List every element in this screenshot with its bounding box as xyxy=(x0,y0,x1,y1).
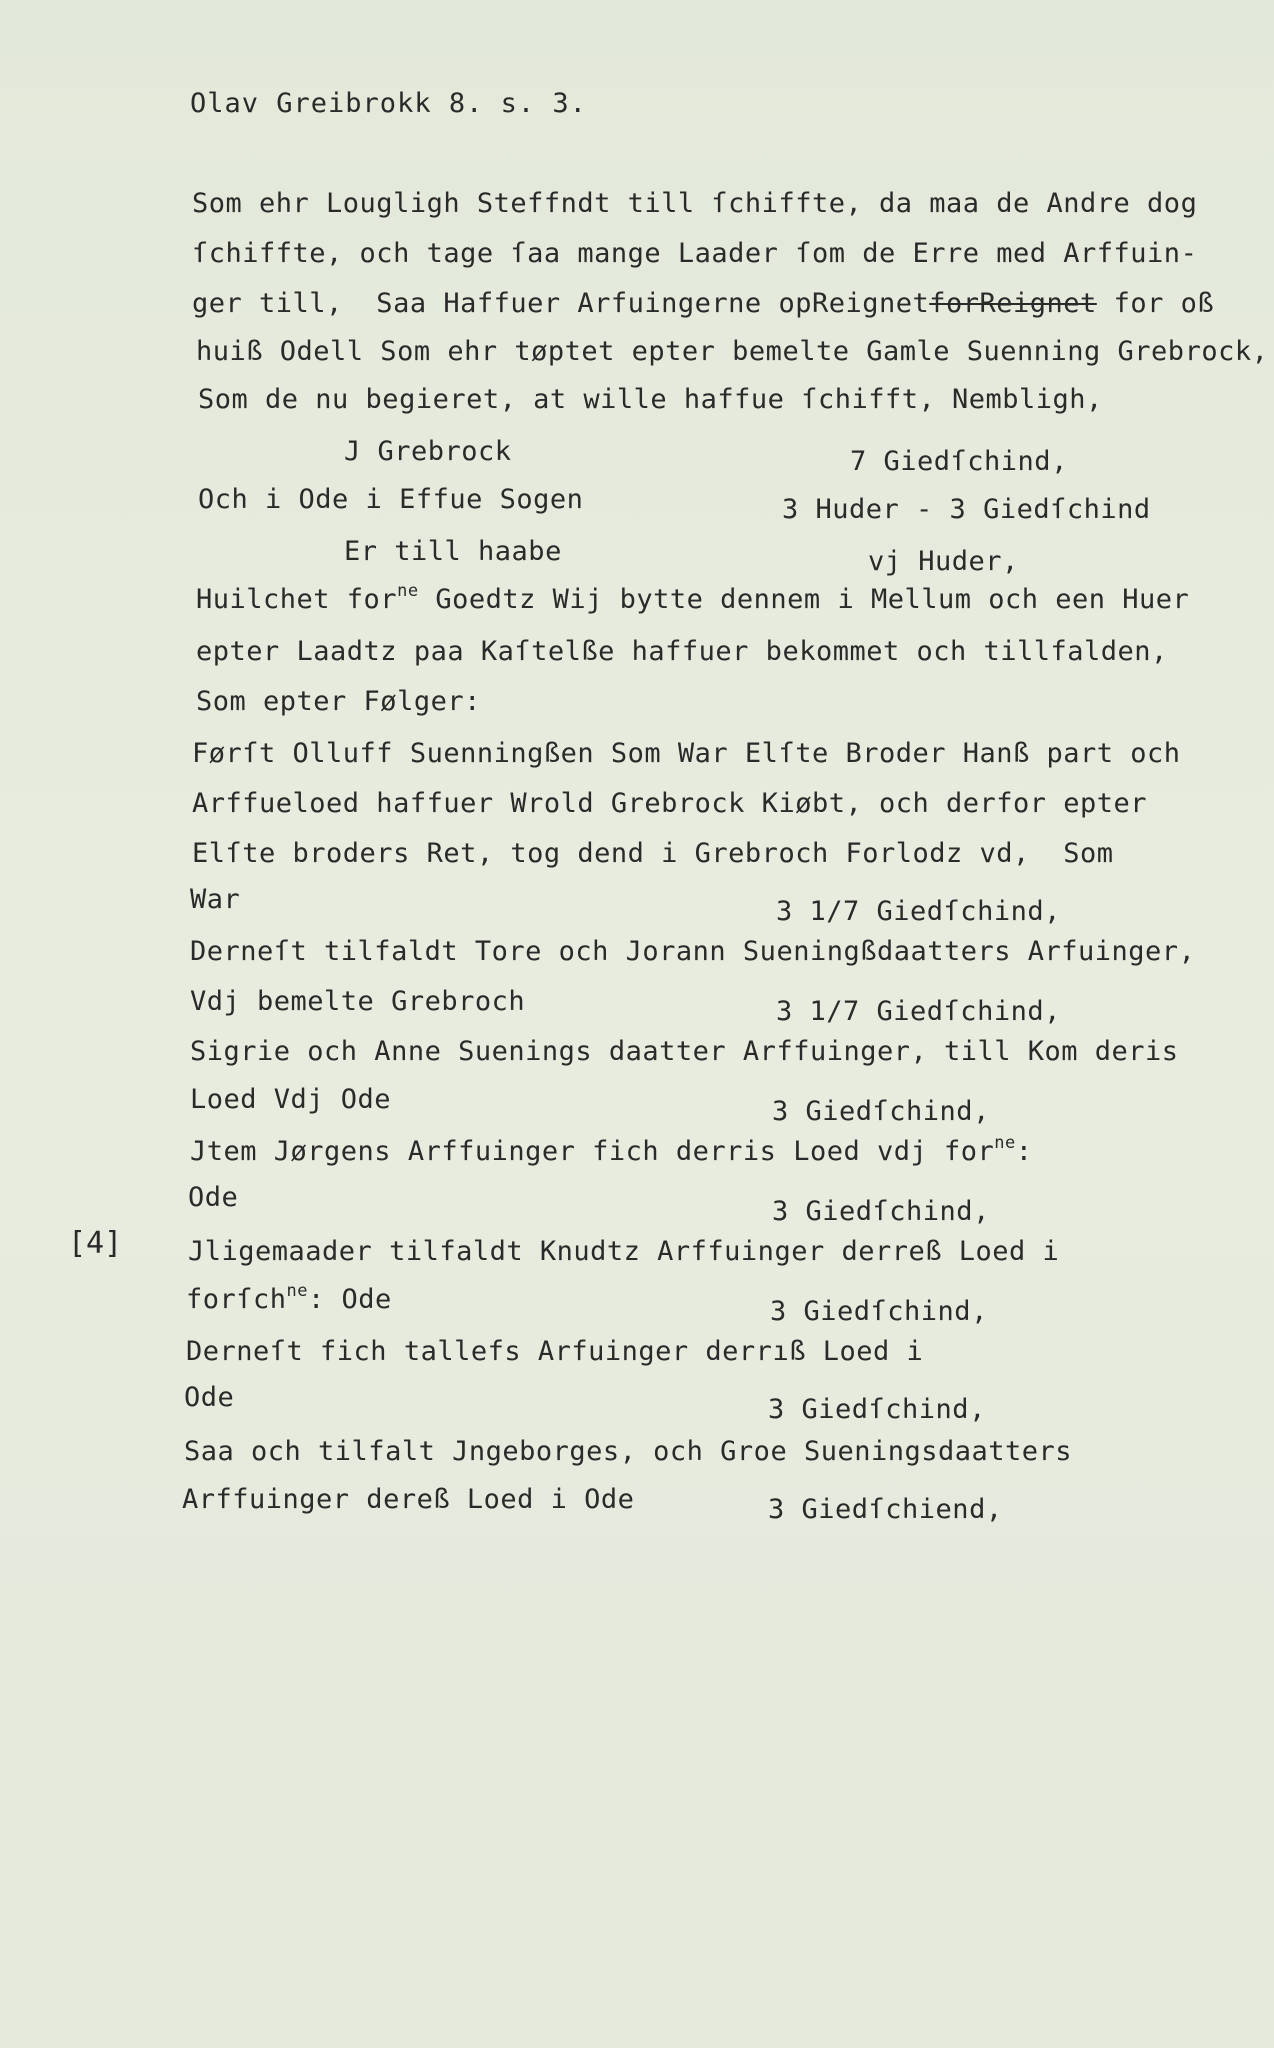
text-segment: Jtem Jørgens Arffuinger fich derris Loed vdj for xyxy=(190,1136,995,1167)
amount-value: 3 1/7 Giedſchind, xyxy=(776,996,1061,1027)
text-line: Som de nu begieret, at wille haffue ſchifft, Nembligh, xyxy=(198,384,1103,415)
text-segment: : Ode xyxy=(308,1284,392,1315)
amount-value: 3 Giedſchiend, xyxy=(768,1494,1003,1525)
amount-value: 3 Giedſchind, xyxy=(772,1196,990,1227)
text-line: Derneſt fich tallefs Arfuinger derrıß Loed i xyxy=(186,1336,924,1367)
text-segment: for oß xyxy=(1096,288,1215,319)
struck-text: forReignet xyxy=(929,288,1097,319)
text-line: Ode xyxy=(184,1382,235,1413)
text-line: Elſte broders Ret, tog dend i Grebroch Forlodz vd, Som xyxy=(192,838,1114,869)
amount-value: 3 Giedſchind, xyxy=(770,1296,988,1327)
text-line: Derneſt tilfaldt Tore och Jorann Sueningßdaatters Arfuinger, xyxy=(190,936,1196,967)
text-line: epter Laadtz paa Kaſtelße haffuer bekommet och tillfalden, xyxy=(196,636,1168,667)
text-line: huiß Odell Som ehr tøptet epter bemelte Gamle Suenning Grebrock, xyxy=(196,336,1269,367)
text-line xyxy=(196,581,1190,615)
amount-value: 3 Huder - 3 Giedſchind xyxy=(782,494,1151,525)
text-line: Arffuinger dereß Loed i Ode xyxy=(182,1484,635,1515)
text-line: Vdj bemelte Grebroch xyxy=(190,986,526,1017)
text-segment: : xyxy=(1015,1136,1033,1167)
text-segment: forſch xyxy=(186,1284,287,1315)
text-segment: Huilchet for xyxy=(196,584,398,615)
text-line: Sigrie och Anne Suenings daatter Arffuinger, till Kom deris xyxy=(190,1036,1179,1067)
text-line: Som epter Følger: xyxy=(196,686,481,717)
amount-value: 3 Giedſchind, xyxy=(772,1096,990,1127)
text-line: Arffueloed haffuer Wrold Grebrock Kiøbt, och derfor epter xyxy=(192,788,1148,819)
margin-page-note: [4] xyxy=(68,1226,123,1261)
text-line xyxy=(186,1281,392,1315)
amount-value: 3 Giedſchind, xyxy=(768,1394,986,1425)
text-line: Och i Ode i Effue Sogen xyxy=(198,484,584,515)
amount-value: 3 1/7 Giedſchind, xyxy=(776,896,1061,927)
text-line xyxy=(190,1133,1033,1167)
text-line xyxy=(192,288,1214,319)
text-line: J Grebrock xyxy=(344,436,512,467)
amount-value: 7 Giedſchind, xyxy=(850,446,1068,477)
text-segment: Goedtz Wij bytte dennem i Mellum och een Huer xyxy=(418,584,1190,615)
amount-value: vj Huder, xyxy=(868,546,1019,577)
text-segment: ger till, Saa Haffuer Arfuingerne opReignet xyxy=(192,288,930,319)
text-line: Er till haabe xyxy=(344,536,562,567)
text-line: Førſt Olluff Suenningßen Som War Elſte Broder Hanß part och xyxy=(192,738,1181,769)
text-line: Loed Vdj Ode xyxy=(190,1084,392,1115)
text-line: ſchiffte, och tage ſaa mange Laader ſom de Erre med Arffuin- xyxy=(192,238,1198,269)
text-line: Saa och tilfalt Jngeborges, och Groe Sueningsdaatters xyxy=(184,1436,1073,1467)
superscript: ne xyxy=(286,1281,309,1301)
text-line: War xyxy=(190,884,241,915)
text-line: Som ehr Lougligh Steffndt till ſchiffte, da maa de Andre dog xyxy=(192,188,1198,219)
text-line: Ode xyxy=(188,1182,239,1213)
text-line: Jligemaader tilfaldt Knudtz Arffuinger derreß Loed i xyxy=(188,1236,1060,1267)
superscript: ne xyxy=(397,581,419,601)
superscript: ne xyxy=(994,1133,1016,1153)
document-header: Olav Greibrokk 8. s. 3. xyxy=(190,88,587,119)
